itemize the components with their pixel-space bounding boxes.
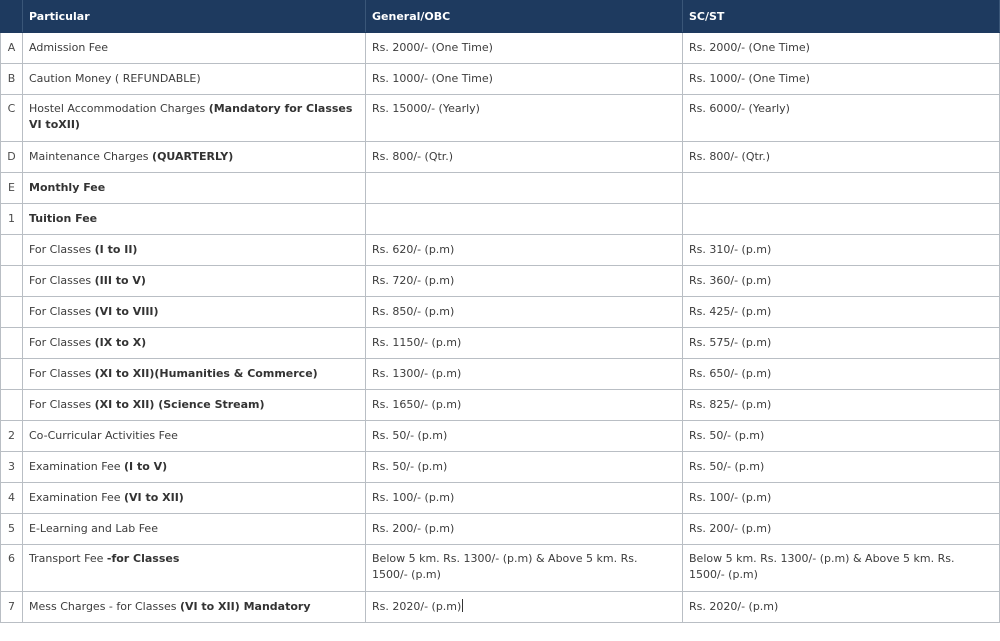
row-index: D (1, 142, 23, 173)
row-general-fee: Rs. 50/- (p.m) (366, 452, 683, 483)
table-row (1, 592, 1000, 623)
row-particular: Examination Fee (VI to XII) (23, 483, 366, 514)
row-general-fee: Rs. 2000/- (One Time) (366, 33, 683, 64)
row-index: 2 (1, 421, 23, 452)
table-row (1, 514, 1000, 545)
row-scst-fee: Rs. 360/- (p.m) (683, 266, 1000, 297)
row-index (1, 297, 23, 328)
row-particular: Monthly Fee (23, 173, 366, 204)
row-general-fee: Rs. 1300/- (p.m) (366, 359, 683, 390)
row-index (1, 328, 23, 359)
row-particular: Hostel Accommodation Charges (Mandatory for Classes VI toXII) (23, 95, 366, 142)
row-scst-fee: Below 5 km. Rs. 1300/- (p.m) & Above 5 km. Rs. 1500/- (p.m) (683, 545, 1000, 592)
table-row (1, 297, 1000, 328)
row-index (1, 266, 23, 297)
row-index: E (1, 173, 23, 204)
row-scst-fee: Rs. 825/- (p.m) (683, 390, 1000, 421)
row-scst-fee: Rs. 650/- (p.m) (683, 359, 1000, 390)
row-scst-fee (683, 173, 1000, 204)
header-sc-st: SC/ST (683, 1, 1000, 33)
row-general-fee: Rs. 850/- (p.m) (366, 297, 683, 328)
row-general-fee (366, 204, 683, 235)
row-index (1, 235, 23, 266)
row-scst-fee: Rs. 310/- (p.m) (683, 235, 1000, 266)
row-particular: Examination Fee (I to V) (23, 452, 366, 483)
row-general-fee: Rs. 15000/- (Yearly) (366, 95, 683, 142)
table-row (1, 421, 1000, 452)
row-particular: Mess Charges - for Classes (VI to XII) Mandatory (23, 592, 366, 623)
row-general-fee: Rs. 50/- (p.m) (366, 421, 683, 452)
table-row (1, 142, 1000, 173)
row-scst-fee: Rs. 2000/- (One Time) (683, 33, 1000, 64)
row-index: B (1, 64, 23, 95)
row-scst-fee: Rs. 1000/- (One Time) (683, 64, 1000, 95)
table-row (1, 359, 1000, 390)
table-row (1, 64, 1000, 95)
row-general-fee (366, 173, 683, 204)
row-particular: E-Learning and Lab Fee (23, 514, 366, 545)
row-general-fee: Rs. 100/- (p.m) (366, 483, 683, 514)
row-scst-fee: Rs. 2020/- (p.m) (683, 592, 1000, 623)
row-scst-fee: Rs. 800/- (Qtr.) (683, 142, 1000, 173)
row-index: C (1, 95, 23, 142)
row-scst-fee: Rs. 50/- (p.m) (683, 452, 1000, 483)
row-index: 3 (1, 452, 23, 483)
table-row (1, 452, 1000, 483)
table-header-row (1, 1, 1000, 33)
row-particular: Maintenance Charges (QUARTERLY) (23, 142, 366, 173)
row-particular: For Classes (XI to XII)(Humanities & Commerce) (23, 359, 366, 390)
table-row (1, 390, 1000, 421)
row-index: 7 (1, 592, 23, 623)
row-index: 1 (1, 204, 23, 235)
row-general-fee: Rs. 620/- (p.m) (366, 235, 683, 266)
row-particular: Transport Fee -for Classes (23, 545, 366, 592)
row-scst-fee: Rs. 200/- (p.m) (683, 514, 1000, 545)
row-scst-fee: Rs. 50/- (p.m) (683, 421, 1000, 452)
row-particular: For Classes (III to V) (23, 266, 366, 297)
row-general-fee[interactable]: Rs. 2020/- (p.m) (366, 592, 683, 623)
row-index: 4 (1, 483, 23, 514)
row-particular: Co-Curricular Activities Fee (23, 421, 366, 452)
row-general-fee: Rs. 800/- (Qtr.) (366, 142, 683, 173)
table-row (1, 483, 1000, 514)
header-general-obc: General/OBC (366, 1, 683, 33)
row-particular: Caution Money ( REFUNDABLE) (23, 64, 366, 95)
row-general-fee: Rs. 1650/- (p.m) (366, 390, 683, 421)
row-scst-fee: Rs. 100/- (p.m) (683, 483, 1000, 514)
table-row (1, 235, 1000, 266)
table-row (1, 95, 1000, 142)
row-scst-fee: Rs. 575/- (p.m) (683, 328, 1000, 359)
row-particular: For Classes (VI to VIII) (23, 297, 366, 328)
table-row (1, 328, 1000, 359)
row-index (1, 390, 23, 421)
row-general-fee: Rs. 1150/- (p.m) (366, 328, 683, 359)
table-row (1, 266, 1000, 297)
row-general-fee: Rs. 720/- (p.m) (366, 266, 683, 297)
row-general-fee: Rs. 200/- (p.m) (366, 514, 683, 545)
row-general-fee: Below 5 km. Rs. 1300/- (p.m) & Above 5 km. Rs. 1500/- (p.m) (366, 545, 683, 592)
header-index (1, 1, 23, 33)
table-row (1, 173, 1000, 204)
table-row (1, 545, 1000, 592)
table-row (1, 204, 1000, 235)
row-particular: Admission Fee (23, 33, 366, 64)
row-particular: For Classes (IX to X) (23, 328, 366, 359)
text-cursor (462, 599, 463, 612)
row-particular: Tuition Fee (23, 204, 366, 235)
row-general-fee: Rs. 1000/- (One Time) (366, 64, 683, 95)
row-scst-fee: Rs. 6000/- (Yearly) (683, 95, 1000, 142)
header-particular: Particular (23, 1, 366, 33)
table-row (1, 33, 1000, 64)
row-index: 5 (1, 514, 23, 545)
row-scst-fee (683, 204, 1000, 235)
row-scst-fee: Rs. 425/- (p.m) (683, 297, 1000, 328)
row-index: A (1, 33, 23, 64)
row-particular: For Classes (I to II) (23, 235, 366, 266)
row-index: 6 (1, 545, 23, 592)
row-particular: For Classes (XI to XII) (Science Stream) (23, 390, 366, 421)
row-index (1, 359, 23, 390)
